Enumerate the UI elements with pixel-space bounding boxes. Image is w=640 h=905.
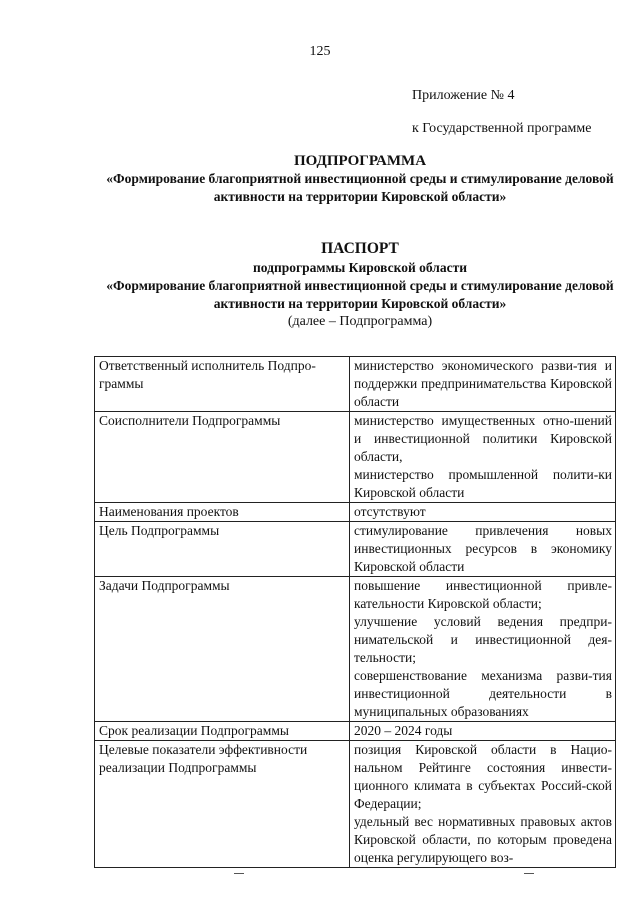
row-label: Задачи Подпрограммы (95, 577, 350, 722)
appendix-reference: к Государственной программе (412, 121, 592, 136)
table-row (95, 522, 616, 577)
passport-name: «Формирование благоприятной инвестиционной среды и стимулирование деловой активности на территории Кировской области» (106, 278, 614, 311)
row-value-line: министерство имущественных отно-шений и инвестиционной политики Кировской области, (354, 413, 612, 464)
row-value-line: улучшение условий ведения предпри-нимательской и инвестиционной дея-тельности; (354, 614, 612, 665)
passport-subheading: подпрограммы Кировской области (252, 260, 468, 275)
subprogram-heading: ПОДПРОГРАММА (293, 153, 427, 169)
row-value (350, 522, 616, 577)
scan-mark-left (234, 873, 244, 874)
row-value-line: позиция Кировской области в Нацио-нальном Рейтинге состояния инвести-ционного климата в субъектах Россий-ской Федерации; (354, 742, 612, 811)
row-value-line: стимулирование привлечения новых инвестиционных ресурсов в экономику Кировской области (354, 523, 612, 574)
row-label: Соисполнители Подпрограммы (95, 412, 350, 503)
table-row (95, 503, 616, 522)
row-label: Наименования проектов (95, 503, 350, 522)
table-row (95, 722, 616, 741)
appendix-number: Приложение № 4 (412, 88, 515, 103)
row-value (350, 357, 616, 412)
page-number: 125 (309, 44, 331, 59)
row-value-line: отсутствуют (354, 504, 426, 519)
passport-table (94, 356, 616, 868)
row-label: Срок реализации Подпрограммы (95, 722, 350, 741)
row-label: Ответственный исполнитель Подпро-граммы (95, 357, 350, 412)
subprogram-name: «Формирование благоприятной инвестиционной среды и стимулирование деловой активности на территории Кировской области» (106, 171, 614, 204)
row-value-line: повышение инвестиционной привле-кательности Кировской области; (354, 578, 612, 611)
table-row (95, 357, 616, 412)
passport-table-body (95, 357, 616, 868)
row-value-line: министерство экономического разви-тия и поддержки предпринимательства Кировской области (354, 358, 612, 409)
row-label: Целевые показатели эффективности реализации Подпрограммы (95, 741, 350, 868)
row-value (350, 412, 616, 503)
row-value (350, 741, 616, 868)
scan-mark-right (524, 873, 534, 874)
row-value-line: 2020 – 2024 годы (354, 723, 453, 738)
table-row (95, 577, 616, 722)
row-value-line: совершенствование механизма разви-тия инвестиционной деятельности в муниципальных образованиях (354, 668, 612, 719)
row-label: Цель Подпрограммы (95, 522, 350, 577)
row-value (350, 503, 616, 522)
row-value (350, 577, 616, 722)
passport-note: (далее – Подпрограмма) (287, 314, 433, 329)
row-value (350, 722, 616, 741)
passport-title (90, 259, 630, 313)
table-row (95, 741, 616, 868)
row-value-line: удельный вес нормативных правовых актов Кировской области, по которым проведена оценка регулирующего воз- (354, 814, 612, 865)
passport-heading: ПАСПОРТ (321, 240, 399, 257)
table-row (95, 412, 616, 503)
row-value-line: министерство промышленной полити-ки Кировской области (354, 467, 612, 500)
